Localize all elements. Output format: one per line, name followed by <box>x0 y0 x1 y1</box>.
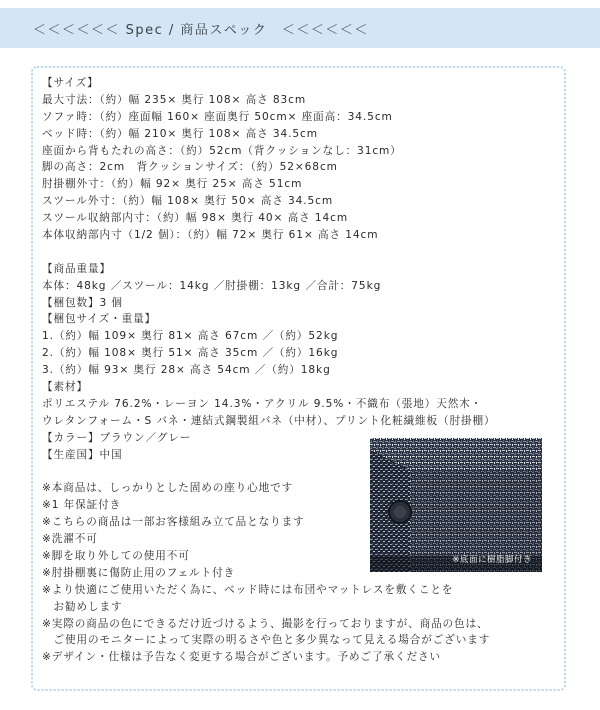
spec-line-weight: 本体：48kg ／スツール：14kg ／肘掛棚：13kg ／合計：75kg <box>42 279 382 292</box>
spec-line-body-storage: 本体収納部内寸（1/2 個）：（約）幅 72× 奥行 61× 高さ 14cm <box>42 229 379 242</box>
spec-line-material-heading: 【素材】 <box>42 381 88 394</box>
spec-line-max-dimensions: 最大寸法：（約）幅 235× 奥行 108× 高さ 83cm <box>42 93 307 106</box>
spec-line-backrest-height: 座面から背もたれの高さ：（約）52cm（背クッションなし：31cm） <box>42 144 402 157</box>
spec-note-color-2: ご使用のモニターによって実際の明るさや色と多少異なって見える場合がございます <box>42 634 491 647</box>
spec-line-leg-height: 脚の高さ：2cm 背クッションサイズ：（約）52×68cm <box>42 161 338 174</box>
spec-spacer <box>42 244 562 261</box>
spec-line-stool-outer: スツール外寸：（約）幅 108× 奥行 50× 高さ 34.5cm <box>42 195 334 208</box>
spec-note-color-1: ※実際の商品の色にできるだけ近づけるよう、撮影を行っておりますが、商品の色は、 <box>42 617 489 630</box>
spec-note-bed-comfort-2: お勧めします <box>42 600 123 613</box>
spec-line-package-size-heading: 【梱包サイズ・重量】 <box>42 313 157 326</box>
spec-line-bed-mode: ベッド時：（約）幅 210× 奥行 108× 高さ 34.5cm <box>42 127 318 140</box>
spec-note-legs: ※脚を取り外しての使用不可 <box>42 549 190 562</box>
spec-note-design-change: ※デザイン・仕様は予告なく変更する場合がございます。予めご了承ください <box>42 651 441 664</box>
spec-line-stool-storage: スツール収納部内寸：（約）幅 98× 奥行 40× 高さ 14cm <box>42 212 349 225</box>
fabric-leg-photo <box>370 438 542 572</box>
spec-note-no-wash: ※洗濯不可 <box>42 533 98 546</box>
spec-note-bed-comfort-1: ※より快適にご使用いただく為に、ベッド時には布団やマットレスを敷くことを <box>42 583 454 596</box>
spec-note-firmness: ※本商品は、しっかりとした固めの座り心地です <box>42 482 294 495</box>
spec-note-assembly: ※こちらの商品は一部お客様組み立て品となります <box>42 516 305 529</box>
spec-header-banner <box>0 8 600 48</box>
spec-line-package-2: 2.（約）幅 108× 奥行 51× 高さ 35cm ／（約）16kg <box>42 347 339 360</box>
spec-line-package-count: 【梱包数】3 個 <box>42 296 123 309</box>
spec-note-warranty: ※1 年保証付き <box>42 499 122 512</box>
photo-caption: ※底面に樹脂脚付き <box>452 555 532 565</box>
spec-note-felt: ※肘掛棚裏に傷防止用のフェルト付き <box>42 566 236 579</box>
spec-line-material-2: ウレタンフォーム・S バネ・連結式鋼製組バネ（中材）、プリント化粧繊維板（肘掛棚） <box>42 414 496 427</box>
spec-line-armrest-shelf: 肘掛棚外寸：（約）幅 92× 奥行 25× 高さ 51cm <box>42 178 303 191</box>
spec-body <box>42 75 562 666</box>
spec-line-weight-heading: 【商品重量】 <box>42 262 111 275</box>
spec-line-origin: 【生産国】中国 <box>42 448 123 461</box>
spec-line-color: 【カラー】ブラウン／グレー <box>42 431 192 444</box>
spec-line-package-3: 3.（約）幅 93× 奥行 28× 高さ 54cm ／（約）18kg <box>42 364 331 377</box>
spec-header-title: ＜＜＜＜＜＜ Spec / 商品スペック ＜＜＜＜＜＜ <box>33 22 369 38</box>
spec-line-material-1: ポリエステル 76.2%・レーヨン 14.3%・アクリル 9.5%・不織布（張地）天然木・ <box>42 397 483 410</box>
spec-line-size-heading: 【サイズ】 <box>42 77 99 89</box>
spec-line-package-1: 1.（約）幅 109× 奥行 81× 高さ 67cm ／（約）52kg <box>42 330 339 343</box>
spec-line-sofa-mode: ソファ時：（約）座面幅 160× 座面奥行 50cm× 座面高：34.5cm <box>42 110 393 123</box>
